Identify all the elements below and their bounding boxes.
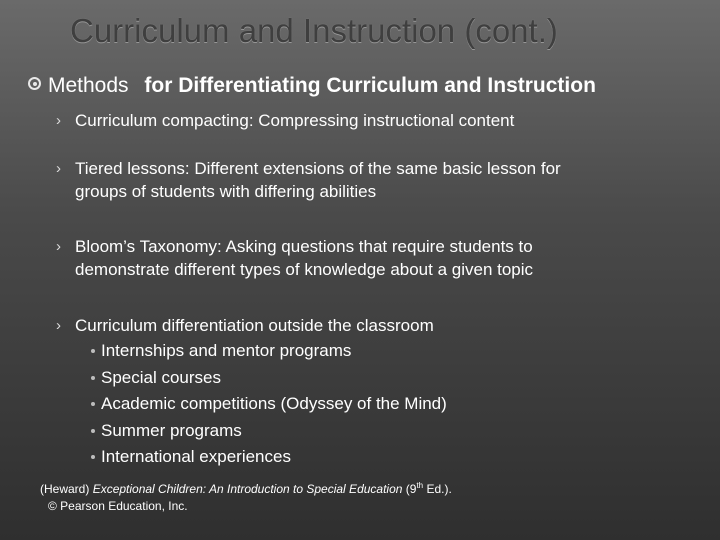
list-item: [28, 314, 708, 337]
sublist-item-text: Special courses: [101, 367, 222, 387]
chevron-right-icon: ›: [56, 317, 61, 334]
heading-rest: for Differentiating Curriculum and Instruction: [144, 74, 596, 97]
sublist-item: [28, 365, 708, 392]
slide-content: [28, 74, 708, 471]
list-item: [28, 157, 708, 203]
sublist-item: [28, 444, 708, 471]
sublist-item-text: Internships and mentor programs: [101, 341, 352, 360]
sublist-item: [28, 418, 708, 445]
list-item: [28, 109, 708, 132]
dot-bullet-icon: [91, 376, 95, 380]
sublist-item-text: Summer programs: [101, 420, 242, 440]
chevron-right-icon: ›: [56, 160, 61, 177]
list-item-line: Tiered lessons: Different extensions of the same basic lesson for: [75, 159, 561, 178]
citation-copyright: © Pearson Education, Inc.: [48, 499, 188, 513]
citation-line: [40, 477, 452, 498]
list-item-line: demonstrate different types of knowledge about a given topic: [75, 260, 534, 279]
level1-heading: [28, 74, 708, 98]
sublist: [28, 338, 708, 471]
dot-bullet-icon: [91, 402, 95, 406]
list-item-line: groups of students with differing abilities: [75, 182, 377, 201]
list-item: [28, 235, 708, 281]
chevron-right-icon: ›: [56, 238, 61, 255]
sublist-item: [28, 338, 708, 365]
dot-bullet-icon: [91, 455, 95, 459]
list-item-text: Curriculum differentiation outside the classroom: [75, 316, 434, 335]
citation-edition-sup: th: [416, 481, 424, 490]
citation-book-title: Exceptional Children: An Introduction to Special Education: [92, 482, 403, 496]
sublist-item-text: Academic competitions (Odyssey of the Mind): [101, 394, 447, 413]
citation-prefix: (Heward): [40, 482, 93, 496]
dot-bullet-icon: [91, 429, 95, 433]
slide-title: Curriculum and Instruction (cont.): [70, 12, 558, 49]
list-item-text: Curriculum compacting: Compressing instructional content: [75, 111, 515, 130]
sublist-item-text: International experiences: [101, 447, 291, 466]
list-item-line: Bloom’s Taxonomy: Asking questions that require students to: [75, 237, 533, 256]
citation: [40, 477, 452, 515]
chevron-right-icon: ›: [56, 112, 61, 129]
dot-bullet-icon: [91, 349, 95, 353]
sublist-item: [28, 391, 708, 418]
ring-bullet-icon: [28, 77, 41, 90]
heading-first-word: Methods: [48, 74, 129, 97]
citation-edition-close: Ed.).: [423, 482, 452, 496]
citation-edition-open: (9: [402, 482, 417, 496]
